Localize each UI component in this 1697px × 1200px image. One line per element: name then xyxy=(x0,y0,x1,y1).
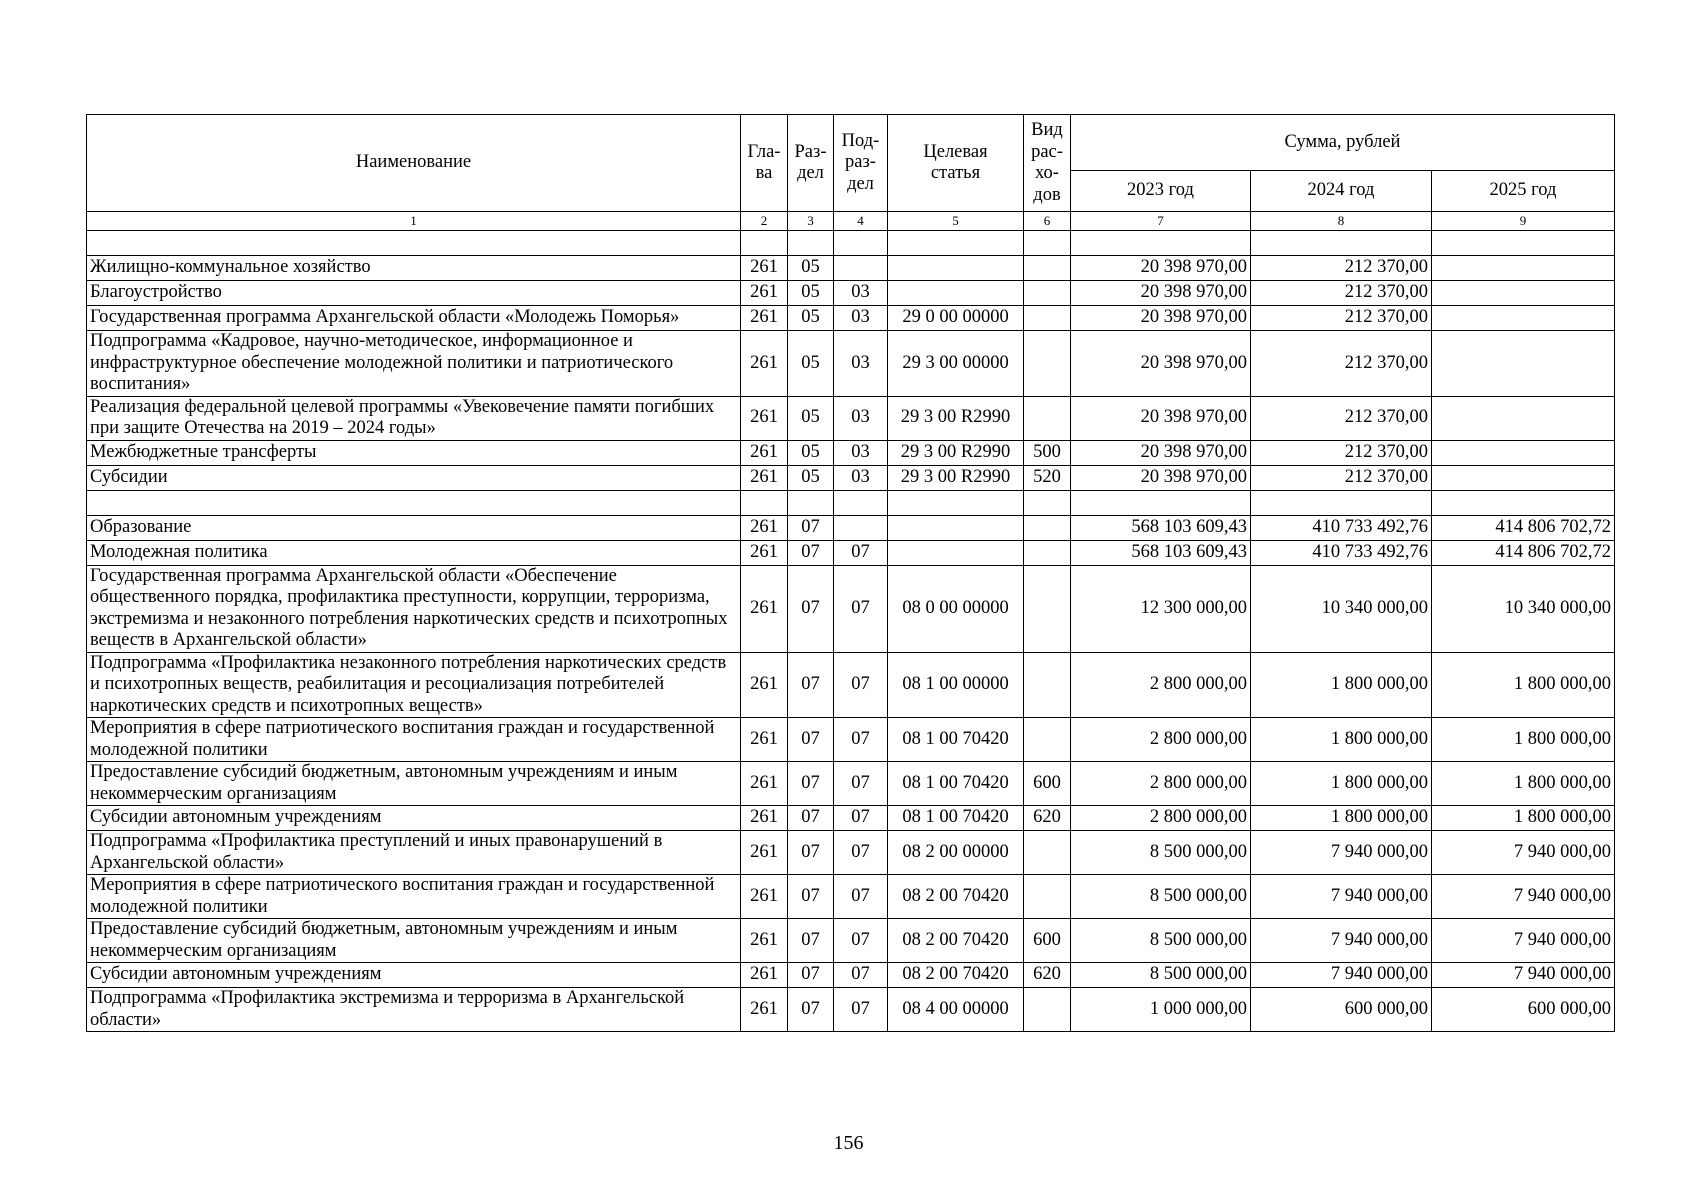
row-amount-2024: 212 370,00 xyxy=(1251,465,1432,490)
row-amount-2025 xyxy=(1432,331,1615,397)
row-name: Мероприятия в сфере патриотического воспитания граждан и государственной молодежной политики xyxy=(87,718,741,762)
table-row xyxy=(87,718,1615,762)
row-celevaya-statya xyxy=(888,515,1024,540)
row-name: Подпрограмма «Кадровое, научно-методическое, информационное и инфраструктурное обеспечение молодежной политики и патриотического воспитания» xyxy=(87,331,741,397)
row-razdel: 07 xyxy=(788,831,834,875)
row-name xyxy=(87,231,741,256)
row-amount-2024: 7 940 000,00 xyxy=(1251,875,1432,919)
row-celevaya-statya: 08 2 00 70420 xyxy=(888,919,1024,963)
row-razdel: 05 xyxy=(788,440,834,465)
table-row xyxy=(87,231,1615,256)
row-name: Молодежная политика xyxy=(87,540,741,565)
row-amount-2023: 568 103 609,43 xyxy=(1071,515,1251,540)
row-amount-2025: 7 940 000,00 xyxy=(1432,963,1615,988)
row-vid-rashodov xyxy=(1024,515,1071,540)
row-name: Предоставление субсидий бюджетным, автономным учреждениям и иным некоммерческим организациям xyxy=(87,919,741,963)
row-vid-rashodov: 600 xyxy=(1024,762,1071,806)
row-amount-2024: 212 370,00 xyxy=(1251,331,1432,397)
row-vid-rashodov: 520 xyxy=(1024,465,1071,490)
header-name: Наименование xyxy=(87,115,741,212)
row-amount-2024: 1 800 000,00 xyxy=(1251,652,1432,718)
row-amount-2023: 20 398 970,00 xyxy=(1071,256,1251,281)
row-glava: 261 xyxy=(741,762,788,806)
row-amount-2023: 20 398 970,00 xyxy=(1071,396,1251,440)
row-celevaya-statya xyxy=(888,281,1024,306)
row-vid-rashodov xyxy=(1024,565,1071,652)
row-glava: 261 xyxy=(741,806,788,831)
row-amount-2025: 1 800 000,00 xyxy=(1432,718,1615,762)
row-razdel: 05 xyxy=(788,256,834,281)
row-celevaya-statya xyxy=(888,256,1024,281)
row-name: Субсидии автономным учреждениям xyxy=(87,963,741,988)
row-amount-2025: 7 940 000,00 xyxy=(1432,831,1615,875)
row-amount-2023: 20 398 970,00 xyxy=(1071,281,1251,306)
header-razdel: Раз- дел xyxy=(788,115,834,212)
row-podrazdel: 07 xyxy=(834,565,888,652)
row-glava: 261 xyxy=(741,963,788,988)
row-razdel: 07 xyxy=(788,875,834,919)
row-glava: 261 xyxy=(741,465,788,490)
row-name: Государственная программа Архангельской области «Обеспечение общественного порядка, профилактика преступности, коррупции, терроризма, экстремизма и незаконного потребления наркотических средств и психотропных веществ в Архангельской области» xyxy=(87,565,741,652)
row-celevaya-statya xyxy=(888,540,1024,565)
row-celevaya-statya: 08 1 00 70420 xyxy=(888,762,1024,806)
row-celevaya-statya: 08 2 00 70420 xyxy=(888,963,1024,988)
row-podrazdel xyxy=(834,256,888,281)
row-amount-2025 xyxy=(1432,465,1615,490)
row-amount-2024: 1 800 000,00 xyxy=(1251,762,1432,806)
row-amount-2025: 7 940 000,00 xyxy=(1432,875,1615,919)
row-amount-2024: 600 000,00 xyxy=(1251,988,1432,1032)
page-number: 156 xyxy=(833,1132,864,1154)
row-vid-rashodov xyxy=(1024,331,1071,397)
row-razdel: 07 xyxy=(788,652,834,718)
row-amount-2024: 212 370,00 xyxy=(1251,256,1432,281)
row-glava: 261 xyxy=(741,919,788,963)
row-razdel: 07 xyxy=(788,762,834,806)
row-amount-2024: 410 733 492,76 xyxy=(1251,540,1432,565)
row-celevaya-statya: 08 2 00 00000 xyxy=(888,831,1024,875)
column-number: 9 xyxy=(1432,212,1615,231)
row-podrazdel: 03 xyxy=(834,331,888,397)
row-podrazdel: 07 xyxy=(834,806,888,831)
row-razdel: 05 xyxy=(788,331,834,397)
table-row xyxy=(87,281,1615,306)
row-glava: 261 xyxy=(741,515,788,540)
row-razdel xyxy=(788,231,834,256)
row-razdel: 07 xyxy=(788,718,834,762)
row-name: Предоставление субсидий бюджетным, автономным учреждениям и иным некоммерческим организациям xyxy=(87,762,741,806)
table-row xyxy=(87,465,1615,490)
row-amount-2023: 2 800 000,00 xyxy=(1071,762,1251,806)
row-amount-2025: 1 800 000,00 xyxy=(1432,652,1615,718)
row-celevaya-statya: 08 0 00 00000 xyxy=(888,565,1024,652)
row-name: Реализация федеральной целевой программы «Увековечение памяти погибших при защите Отечества на 2019 – 2024 годы» xyxy=(87,396,741,440)
table-row xyxy=(87,565,1615,652)
row-amount-2025 xyxy=(1432,396,1615,440)
row-razdel: 07 xyxy=(788,963,834,988)
header-podrazdel: Под- раз- дел xyxy=(834,115,888,212)
table-row xyxy=(87,331,1615,397)
table-row xyxy=(87,963,1615,988)
row-celevaya-statya: 08 1 00 70420 xyxy=(888,806,1024,831)
column-number: 8 xyxy=(1251,212,1432,231)
row-glava: 261 xyxy=(741,306,788,331)
table-row xyxy=(87,490,1615,515)
row-amount-2024 xyxy=(1251,231,1432,256)
row-amount-2023: 8 500 000,00 xyxy=(1071,963,1251,988)
row-glava: 261 xyxy=(741,331,788,397)
row-amount-2023: 20 398 970,00 xyxy=(1071,440,1251,465)
row-name: Подпрограмма «Профилактика преступлений и иных правонарушений в Архангельской области» xyxy=(87,831,741,875)
row-amount-2023: 8 500 000,00 xyxy=(1071,919,1251,963)
row-vid-rashodov xyxy=(1024,281,1071,306)
budget-table-container xyxy=(86,114,1614,1032)
row-celevaya-statya xyxy=(888,231,1024,256)
row-podrazdel: 03 xyxy=(834,440,888,465)
row-vid-rashodov xyxy=(1024,396,1071,440)
header-year-2024: 2024 год xyxy=(1251,171,1432,212)
row-podrazdel: 07 xyxy=(834,988,888,1032)
column-number-row xyxy=(87,212,1615,231)
table-row xyxy=(87,652,1615,718)
row-podrazdel: 07 xyxy=(834,875,888,919)
row-amount-2025 xyxy=(1432,231,1615,256)
row-name: Межбюджетные трансферты xyxy=(87,440,741,465)
row-amount-2024: 212 370,00 xyxy=(1251,306,1432,331)
column-number: 4 xyxy=(834,212,888,231)
row-vid-rashodov xyxy=(1024,988,1071,1032)
row-glava: 261 xyxy=(741,565,788,652)
column-number: 1 xyxy=(87,212,741,231)
row-amount-2024: 7 940 000,00 xyxy=(1251,831,1432,875)
row-podrazdel: 03 xyxy=(834,396,888,440)
table-row xyxy=(87,919,1615,963)
row-podrazdel: 07 xyxy=(834,919,888,963)
row-vid-rashodov xyxy=(1024,256,1071,281)
row-amount-2024: 410 733 492,76 xyxy=(1251,515,1432,540)
row-podrazdel: 03 xyxy=(834,281,888,306)
row-vid-rashodov xyxy=(1024,540,1071,565)
row-vid-rashodov xyxy=(1024,718,1071,762)
table-body xyxy=(87,231,1615,1032)
row-celevaya-statya: 29 3 00 00000 xyxy=(888,331,1024,397)
header-celevaya-statya: Целевая статья xyxy=(888,115,1024,212)
row-amount-2023: 2 800 000,00 xyxy=(1071,652,1251,718)
table-row xyxy=(87,515,1615,540)
row-glava xyxy=(741,490,788,515)
row-glava: 261 xyxy=(741,875,788,919)
row-amount-2025: 414 806 702,72 xyxy=(1432,515,1615,540)
row-amount-2023: 2 800 000,00 xyxy=(1071,718,1251,762)
row-amount-2025 xyxy=(1432,440,1615,465)
column-number: 3 xyxy=(788,212,834,231)
row-razdel xyxy=(788,490,834,515)
row-amount-2023: 568 103 609,43 xyxy=(1071,540,1251,565)
table-row xyxy=(87,306,1615,331)
row-name: Государственная программа Архангельской области «Молодежь Поморья» xyxy=(87,306,741,331)
row-vid-rashodov: 500 xyxy=(1024,440,1071,465)
row-podrazdel: 07 xyxy=(834,652,888,718)
row-podrazdel: 03 xyxy=(834,465,888,490)
row-celevaya-statya: 29 3 00 R2990 xyxy=(888,396,1024,440)
row-celevaya-statya: 08 1 00 00000 xyxy=(888,652,1024,718)
row-podrazdel xyxy=(834,515,888,540)
row-vid-rashodov xyxy=(1024,875,1071,919)
row-podrazdel xyxy=(834,490,888,515)
table-row xyxy=(87,988,1615,1032)
row-razdel: 05 xyxy=(788,281,834,306)
row-amount-2025: 7 940 000,00 xyxy=(1432,919,1615,963)
row-amount-2024: 1 800 000,00 xyxy=(1251,806,1432,831)
row-glava: 261 xyxy=(741,396,788,440)
header-summa: Сумма, рублей xyxy=(1071,115,1615,171)
row-razdel: 07 xyxy=(788,806,834,831)
table-row xyxy=(87,396,1615,440)
table-row xyxy=(87,762,1615,806)
row-razdel: 07 xyxy=(788,988,834,1032)
row-razdel: 07 xyxy=(788,515,834,540)
row-celevaya-statya: 29 3 00 R2990 xyxy=(888,465,1024,490)
row-amount-2023 xyxy=(1071,490,1251,515)
row-podrazdel: 07 xyxy=(834,718,888,762)
row-amount-2023: 20 398 970,00 xyxy=(1071,331,1251,397)
row-amount-2024: 212 370,00 xyxy=(1251,440,1432,465)
row-glava: 261 xyxy=(741,831,788,875)
row-podrazdel: 07 xyxy=(834,540,888,565)
row-razdel: 05 xyxy=(788,396,834,440)
row-celevaya-statya xyxy=(888,490,1024,515)
row-amount-2023: 20 398 970,00 xyxy=(1071,465,1251,490)
row-vid-rashodov xyxy=(1024,231,1071,256)
table-row xyxy=(87,806,1615,831)
row-amount-2025: 1 800 000,00 xyxy=(1432,762,1615,806)
row-glava: 261 xyxy=(741,988,788,1032)
row-celevaya-statya: 08 1 00 70420 xyxy=(888,718,1024,762)
row-amount-2024: 7 940 000,00 xyxy=(1251,919,1432,963)
row-amount-2025: 600 000,00 xyxy=(1432,988,1615,1032)
row-vid-rashodov: 620 xyxy=(1024,806,1071,831)
row-amount-2025 xyxy=(1432,490,1615,515)
table-row xyxy=(87,875,1615,919)
table-row xyxy=(87,440,1615,465)
header-vid-rashodov: Вид рас- хо- дов xyxy=(1024,115,1071,212)
row-amount-2024: 212 370,00 xyxy=(1251,396,1432,440)
table-row xyxy=(87,540,1615,565)
row-amount-2024: 7 940 000,00 xyxy=(1251,963,1432,988)
column-number: 2 xyxy=(741,212,788,231)
budget-table xyxy=(86,114,1615,1032)
row-amount-2024 xyxy=(1251,490,1432,515)
row-amount-2023: 8 500 000,00 xyxy=(1071,831,1251,875)
row-name: Субсидии xyxy=(87,465,741,490)
row-vid-rashodov xyxy=(1024,831,1071,875)
row-vid-rashodov xyxy=(1024,490,1071,515)
row-name: Субсидии автономным учреждениям xyxy=(87,806,741,831)
row-podrazdel: 07 xyxy=(834,831,888,875)
row-glava: 261 xyxy=(741,540,788,565)
row-podrazdel: 03 xyxy=(834,306,888,331)
row-amount-2023: 1 000 000,00 xyxy=(1071,988,1251,1032)
row-name: Подпрограмма «Профилактика экстремизма и терроризма в Архангельской области» xyxy=(87,988,741,1032)
row-podrazdel xyxy=(834,231,888,256)
row-vid-rashodov xyxy=(1024,306,1071,331)
row-amount-2025: 10 340 000,00 xyxy=(1432,565,1615,652)
row-razdel: 07 xyxy=(788,565,834,652)
row-amount-2025: 414 806 702,72 xyxy=(1432,540,1615,565)
column-number: 5 xyxy=(888,212,1024,231)
row-razdel: 07 xyxy=(788,540,834,565)
row-name xyxy=(87,490,741,515)
row-glava: 261 xyxy=(741,281,788,306)
row-amount-2023 xyxy=(1071,231,1251,256)
row-glava: 261 xyxy=(741,652,788,718)
row-glava: 261 xyxy=(741,256,788,281)
row-amount-2024: 10 340 000,00 xyxy=(1251,565,1432,652)
row-razdel: 07 xyxy=(788,919,834,963)
row-amount-2025: 1 800 000,00 xyxy=(1432,806,1615,831)
header-year-2025: 2025 год xyxy=(1432,171,1615,212)
row-podrazdel: 07 xyxy=(834,762,888,806)
row-glava: 261 xyxy=(741,718,788,762)
row-celevaya-statya: 08 2 00 70420 xyxy=(888,875,1024,919)
row-name: Образование xyxy=(87,515,741,540)
column-number: 6 xyxy=(1024,212,1071,231)
row-amount-2025 xyxy=(1432,306,1615,331)
row-amount-2023: 20 398 970,00 xyxy=(1071,306,1251,331)
header-year-2023: 2023 год xyxy=(1071,171,1251,212)
row-celevaya-statya: 08 4 00 00000 xyxy=(888,988,1024,1032)
row-glava xyxy=(741,231,788,256)
row-name: Мероприятия в сфере патриотического воспитания граждан и государственной молодежной политики xyxy=(87,875,741,919)
row-name: Жилищно-коммунальное хозяйство xyxy=(87,256,741,281)
row-amount-2023: 12 300 000,00 xyxy=(1071,565,1251,652)
row-amount-2023: 2 800 000,00 xyxy=(1071,806,1251,831)
row-amount-2024: 212 370,00 xyxy=(1251,281,1432,306)
row-podrazdel: 07 xyxy=(834,963,888,988)
header-glava: Гла- ва xyxy=(741,115,788,212)
row-vid-rashodov: 620 xyxy=(1024,963,1071,988)
row-amount-2025 xyxy=(1432,256,1615,281)
row-amount-2023: 8 500 000,00 xyxy=(1071,875,1251,919)
row-amount-2025 xyxy=(1432,281,1615,306)
row-vid-rashodov: 600 xyxy=(1024,919,1071,963)
row-name: Благоустройство xyxy=(87,281,741,306)
row-amount-2024: 1 800 000,00 xyxy=(1251,718,1432,762)
row-vid-rashodov xyxy=(1024,652,1071,718)
row-glava: 261 xyxy=(741,440,788,465)
row-razdel: 05 xyxy=(788,465,834,490)
column-number: 7 xyxy=(1071,212,1251,231)
table-row xyxy=(87,831,1615,875)
row-celevaya-statya: 29 0 00 00000 xyxy=(888,306,1024,331)
row-razdel: 05 xyxy=(788,306,834,331)
table-row xyxy=(87,256,1615,281)
row-name: Подпрограмма «Профилактика незаконного потребления наркотических средств и психотропных веществ, реабилитация и ресоциализация потребителей наркотических средств и психотропных веществ» xyxy=(87,652,741,718)
row-celevaya-statya: 29 3 00 R2990 xyxy=(888,440,1024,465)
